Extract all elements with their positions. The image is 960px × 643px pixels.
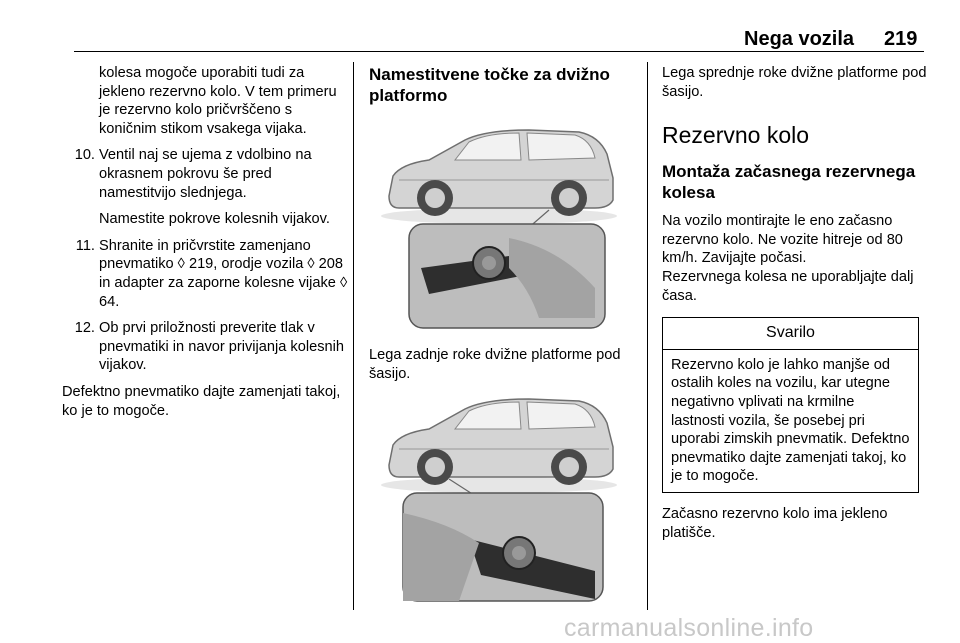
header-divider — [74, 51, 924, 52]
column-3 — [662, 64, 927, 542]
paragraph: Začasno rezervno kolo ima jekleno platišče. — [662, 505, 888, 541]
warning-title: Svarilo — [663, 318, 918, 350]
column-divider-1 — [353, 62, 354, 610]
list-number: 12. — [74, 320, 95, 337]
closing-paragraph: Defektno pnevmatiko dajte zamenjati takoj, ko je to mogoče. — [62, 383, 341, 419]
list-text: Ob prvi priložnosti preverite tlak v pnevmatiki in navor privijanja kolesnih vijakov. — [99, 320, 344, 374]
intro-caption: Lega sprednje roke dvižne platforme pod šasijo. — [662, 65, 927, 100]
list-item — [62, 237, 348, 311]
column-2 — [369, 64, 631, 607]
warning-box — [662, 317, 919, 493]
column-divider-2 — [647, 62, 648, 610]
list-item — [62, 319, 348, 375]
paragraph: Na vozilo montirajte le eno začasno rezervno kolo. Ne vozite hitreje od 80 km/h. Zavijajte počasi. — [662, 213, 903, 267]
subsection-heading: Montaža začasnega rezervnega kolesa — [662, 162, 916, 203]
section-heading: Namestitvene točke za dvižno platformo — [369, 65, 610, 105]
column-1 — [62, 64, 348, 420]
paragraph: Rezervnega kolesa ne uporabljajte dalj časa. — [662, 268, 914, 304]
list-text: Shranite in pričvrstite zamenjano pnevmatiko ◊ 219, orodje vozila ◊ 208 in adapter za zaporne kolesne vijake ◊ 64. — [99, 237, 348, 310]
page-title: Nega vozila — [744, 28, 855, 50]
figure-caption: Lega zadnje roke dvižne platforme pod šasijo. — [369, 347, 621, 382]
list-number: 11. — [75, 237, 95, 254]
page-number: 219 — [884, 28, 918, 50]
list-item — [62, 146, 348, 202]
car-lift-illustration — [369, 118, 631, 332]
warning-text: Rezervno kolo je lahko manjše od ostalih koles na vozilu, kar utegne negativno vplivati na krmilne lastnosti vozila, še posebej pri uporabi zimskih pnevmatik. Defektno pnevmatiko dajte zamenjati takoj, ko je to mogoče. — [671, 356, 910, 485]
list-item-extra: Namestite pokrove kolesnih vijakov. — [99, 211, 330, 228]
rear-lift-figure — [369, 118, 631, 332]
watermark: carmanualsonline.info — [564, 614, 814, 642]
section-heading: Rezervno kolo — [662, 122, 810, 149]
continuation-text: kolesa mogoče uporabiti tudi za jekleno rezervno kolo. V tem primeru je rezervno kolo pričvrščeno s koničnim stikom vsakega vijaka. — [99, 65, 337, 137]
car-lift-illustration — [369, 393, 631, 607]
front-lift-figure — [369, 393, 631, 607]
list-text: Ventil naj se ujema z vdolbino na okrasnem pokrovu še pred namestitvijo slednjega. — [99, 147, 312, 201]
list-number: 10. — [74, 147, 95, 164]
